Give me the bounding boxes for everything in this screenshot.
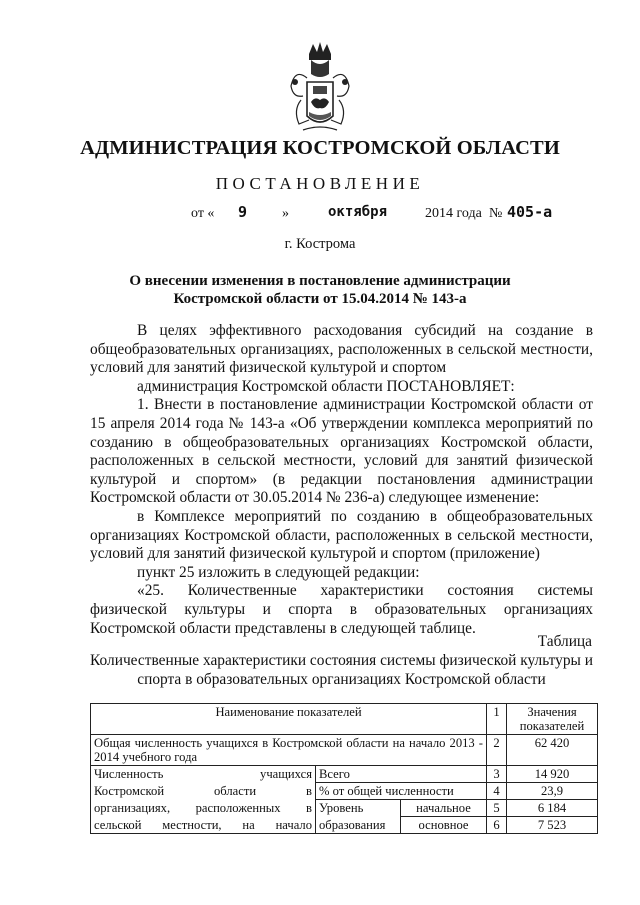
subject-line-1: О внесении изменения в постановление администрации <box>129 273 511 289</box>
date-day: 9 <box>238 203 248 221</box>
row-number: 5 <box>487 800 507 817</box>
row-subname: Всего <box>316 766 487 783</box>
paragraph-resolves: администрация Костромской области ПОСТАНОВЛЯЕТ: <box>137 377 515 395</box>
subject-line-2: Костромской области от 15.04.2014 № 143-а <box>173 291 467 307</box>
row-value: 23,9 <box>507 783 598 800</box>
coat-of-arms-emblem <box>287 38 353 136</box>
row-value: 6 184 <box>507 800 598 817</box>
group-label-line-2: Костромской области в <box>91 783 316 800</box>
date-year: 2014 года <box>425 206 482 221</box>
document-type: ПОСТАНОВЛЕНИЕ <box>215 174 425 193</box>
row-name: Общая численность учащихся в Костромской области на начало 2013 - 2014 учебного года <box>91 735 487 766</box>
row-value: 7 523 <box>507 817 598 834</box>
row-subname-2: основное <box>401 817 487 834</box>
date-month: октября <box>328 204 388 220</box>
table-header-row <box>91 704 598 735</box>
table-label: Таблица <box>537 633 592 650</box>
number-sign: № <box>489 206 503 221</box>
header-indicator-name: Наименование показателей <box>91 704 487 735</box>
group-label-line-3: организациях, расположенных в <box>91 800 316 817</box>
header-value: Значения показателей <box>507 704 598 735</box>
row-subname-2: начальное <box>401 800 487 817</box>
table-caption: Количественные характеристики состояния системы физической культуры и спорта в образовательных организациях Костромской области <box>90 652 593 688</box>
indicators-table <box>90 703 598 834</box>
row-number: 6 <box>487 817 507 834</box>
row-number: 3 <box>487 766 507 783</box>
document-subject <box>0 272 640 308</box>
table-row <box>91 783 598 800</box>
organization-name: АДМИНИСТРАЦИЯ КОСТРОМСКОЙ ОБЛАСТИ <box>80 137 560 159</box>
table-row <box>91 800 598 817</box>
table-row <box>91 817 598 834</box>
row-subname-education: образования <box>316 817 401 834</box>
paragraph-point-25: пункт 25 изложить в следующей редакции: <box>137 563 420 581</box>
city-name: г. Кострома <box>284 236 356 252</box>
group-label-line-4: сельской местности, на начало <box>91 817 316 834</box>
document-body <box>90 322 593 638</box>
table-row <box>91 735 598 766</box>
row-value: 14 920 <box>507 766 598 783</box>
table-row <box>91 766 598 783</box>
document-number: 405-а <box>507 203 553 221</box>
row-number: 2 <box>487 735 507 766</box>
header-number: 1 <box>487 704 507 735</box>
paragraph-item-1: 1. Внести в постановление администрации Костромской области от 15 апреля 2014 года № 143-а «Об утверждении комплекса мероприятий по созданию в общеобразовательных организациях Костромской области, расположенных в сельской местности, условий для занятий физической культурой и спортом» (в редакции постановления администрации Костромской области от 30.05.2014 № 236-а) следующее изменение: <box>90 396 593 507</box>
paragraph-complex: в Комплексе мероприятий по созданию в общеобразовательных организациях Костромской области, расположенных в сельской местности, условий для занятий физической культурой и спортом (приложение) <box>90 507 593 563</box>
paragraph-purpose: В целях эффективного расходования субсидий на создание в общеобразовательных организациях, расположенных в сельской местности, условий для занятий физической культурой и спортом <box>90 322 593 377</box>
group-label-line-1: Численность учащихся <box>91 766 316 783</box>
row-value: 62 420 <box>507 735 598 766</box>
row-subname: % от общей численности <box>316 783 487 800</box>
row-subname-level: Уровень <box>316 800 401 817</box>
paragraph-new-text: «25. Количественные характеристики состояния системы физической культуры и спорта в образовательных организациях Костромской области представлены в следующей таблице. <box>90 582 593 637</box>
date-prefix: от « <box>191 206 215 221</box>
row-number: 4 <box>487 783 507 800</box>
date-close-quote: » <box>282 206 289 221</box>
